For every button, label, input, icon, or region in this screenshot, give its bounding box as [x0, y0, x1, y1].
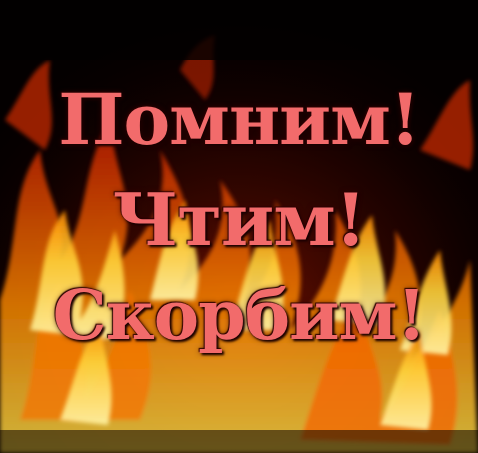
slogan-line-remember: Помним! [58, 78, 420, 161]
slogan-line-honor: Чтим! [112, 177, 366, 262]
slogan-line-mourn: Скорбим! [52, 276, 426, 356]
